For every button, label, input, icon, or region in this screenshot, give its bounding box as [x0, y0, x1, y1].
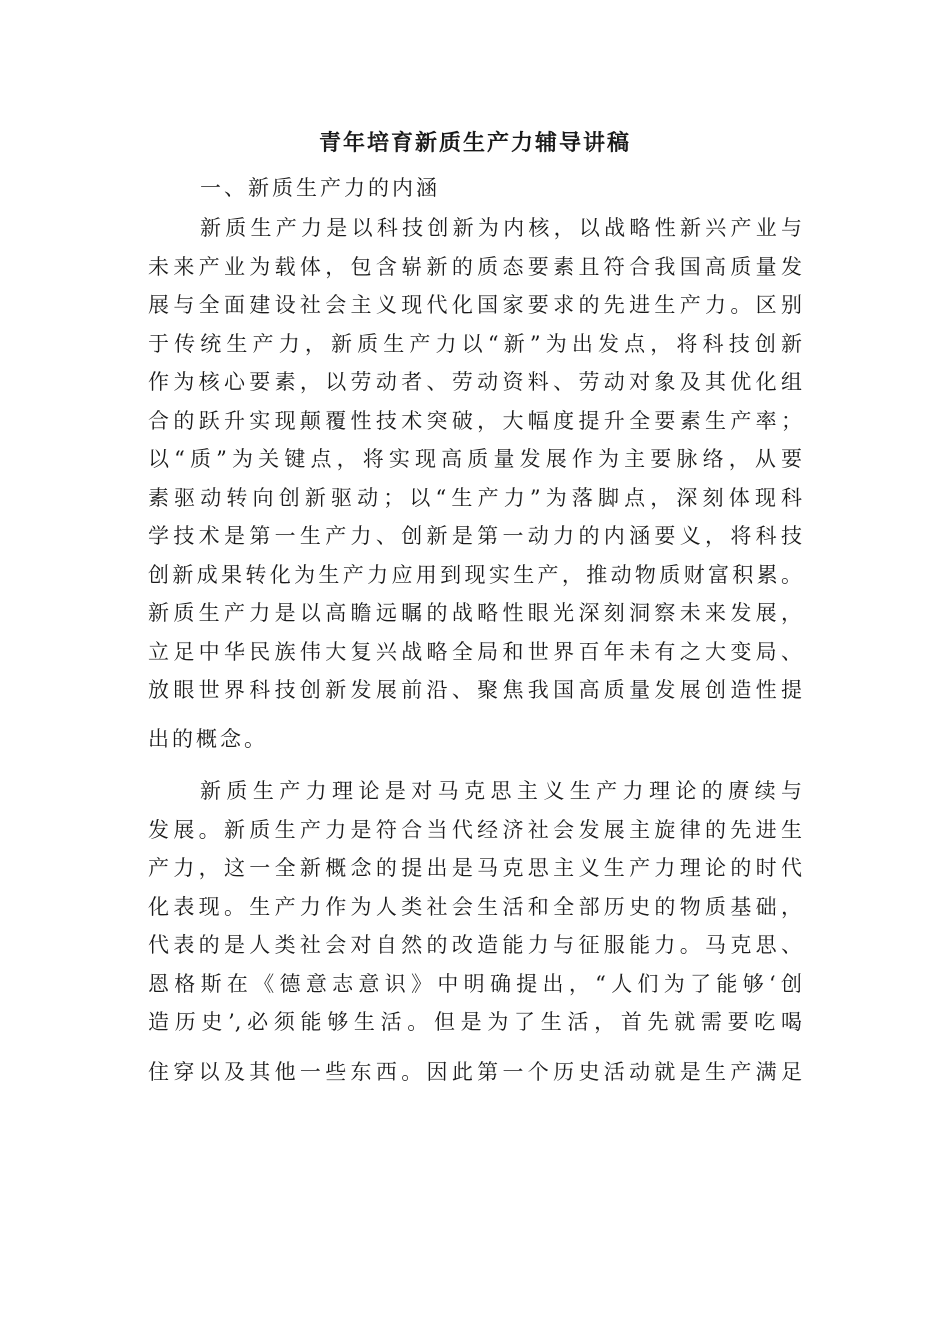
paragraph-line: 创新成果转化为生产力应用到现实生产，推动物质财富积累。 [148, 563, 802, 587]
paragraph-line: 作为核心要素，以劳动者、劳动资料、劳动对象及其优化组 [148, 370, 802, 394]
paragraph-line: 恩格斯在《德意志意识》中明确提出，“人们为了能够‘创 [148, 972, 802, 996]
paragraph-line: 代表的是人类社会对自然的改造能力与征服能力。马克思、 [148, 933, 802, 957]
paragraph-line: 产力，这一全新概念的提出是马克思主义生产力理论的时代 [148, 856, 802, 880]
paragraph-line: 素驱动转向创新驱动；以“生产力”为落脚点，深刻体现科 [148, 486, 802, 510]
paragraph-line: 造历史’,必须能够生活。但是为了生活，首先就需要吃喝 [148, 1010, 802, 1034]
paragraph-line: 新质生产力是以科技创新为内核，以战略性新兴产业与 [200, 216, 802, 240]
paragraph-line: 展与全面建设社会主义现代化国家要求的先进生产力。区别 [148, 293, 802, 317]
document-title: 青年培育新质生产力辅导讲稿 [318, 130, 631, 156]
paragraph-line: 发展。新质生产力是符合当代经济社会发展主旋律的先进生 [148, 818, 802, 842]
paragraph-line: 合的跃升实现颠覆性技术突破，大幅度提升全要素生产率； [148, 409, 802, 433]
paragraph-line: 住穿以及其他一些东西。因此第一个历史活动就是生产满足 [148, 1060, 802, 1084]
paragraph-line: 放眼世界科技创新发展前沿、聚焦我国高质量发展创造性提 [148, 678, 802, 702]
paragraph-line: 未来产业为载体，包含崭新的质态要素且符合我国高质量发 [148, 255, 802, 279]
paragraph-line: 化表现。生产力作为人类社会生活和全部历史的物质基础， [148, 895, 802, 919]
paragraph-line: 出的概念。 [148, 727, 268, 751]
paragraph-line: 以“质”为关键点，将实现高质量发展作为主要脉络，从要 [148, 447, 802, 471]
paragraph-line: 立足中华民族伟大复兴战略全局和世界百年未有之大变局、 [148, 640, 802, 664]
paragraph-line: 于传统生产力，新质生产力以“新”为出发点，将科技创新 [148, 332, 802, 356]
section-heading: 一、新质生产力的内涵 [200, 176, 440, 200]
paragraph-line: 新质生产力理论是对马克思主义生产力理论的赓续与 [200, 779, 802, 803]
paragraph-line: 学技术是第一生产力、创新是第一动力的内涵要义，将科技 [148, 524, 802, 548]
paragraph-line: 新质生产力是以高瞻远瞩的战略性眼光深刻洞察未来发展， [148, 601, 802, 625]
